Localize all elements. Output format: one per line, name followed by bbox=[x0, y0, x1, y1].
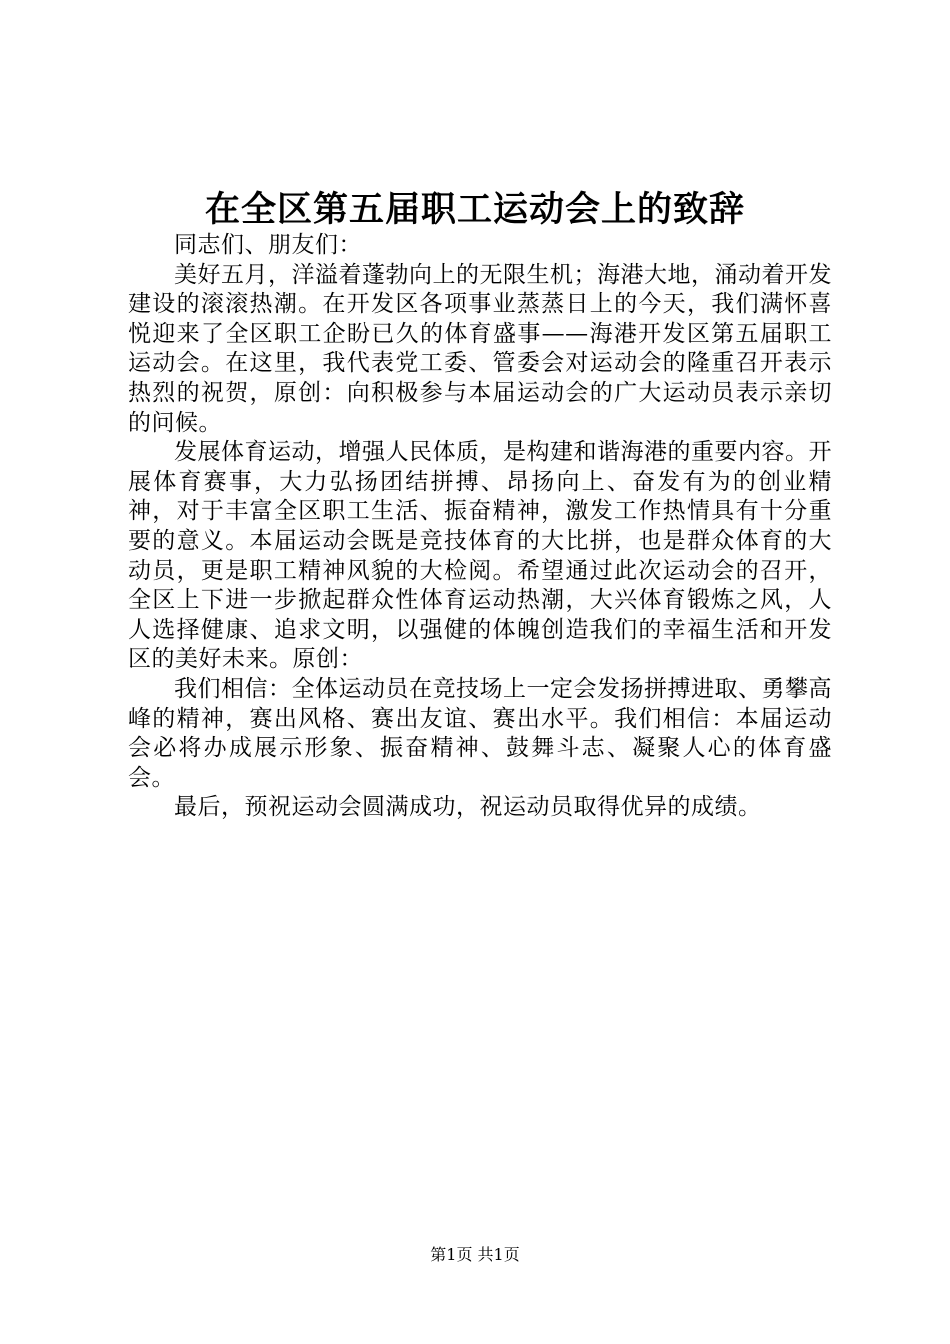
paragraph-4: 最后，预祝运动会圆满成功，祝运动员取得优异的成绩。 bbox=[174, 794, 762, 821]
paragraph-2: 发展体育运动，增强人民体质，是构建和谐海港的重要内容。开展体育赛事，大力弘扬团结拼搏、昂扬向上、奋发有为的创业精神，对于丰富全区职工生活、振奋精神，激发工作热情具有十分重要的意义。本届运动会既是竞技体育的大比拼，也是群众体育的大动员，更是职工精神风貌的大检阅。希望通过此次运动会的召开，全区上下进一步掀起群众性体育运动热潮，大兴体育锻炼之风，人人选择健康、追求文明，以强健的体魄创造我们的幸福生活和开发区的美好未来。原创： bbox=[128, 439, 832, 673]
document-body bbox=[128, 231, 832, 823]
page-number-footer: 第1页 共1页 bbox=[430, 1245, 520, 1264]
paragraph-3: 我们相信：全体运动员在竞技场上一定会发扬拼搏进取、勇攀高峰的精神，赛出风格、赛出友谊、赛出水平。我们相信：本届运动会必将办成展示形象、振奋精神、鼓舞斗志、凝聚人心的体育盛会。 bbox=[128, 675, 832, 791]
greeting: 同志们、朋友们： bbox=[174, 232, 362, 258]
document-title: 在全区第五届职工运动会上的致辞 bbox=[204, 189, 745, 230]
paragraph-1: 美好五月，洋溢着蓬勃向上的无限生机；海港大地，涌动着开发建设的滚滚热潮。在开发区各项事业蒸蒸日上的今天，我们满怀喜悦迎来了全区职工企盼已久的体育盛事——海港开发区第五届职工运动会。在这里，我代表党工委、管委会对运动会的隆重召开表示热烈的祝贺，原创：向积极参与本届运动会的广大运动员表示亲切的问候。 bbox=[128, 261, 832, 436]
